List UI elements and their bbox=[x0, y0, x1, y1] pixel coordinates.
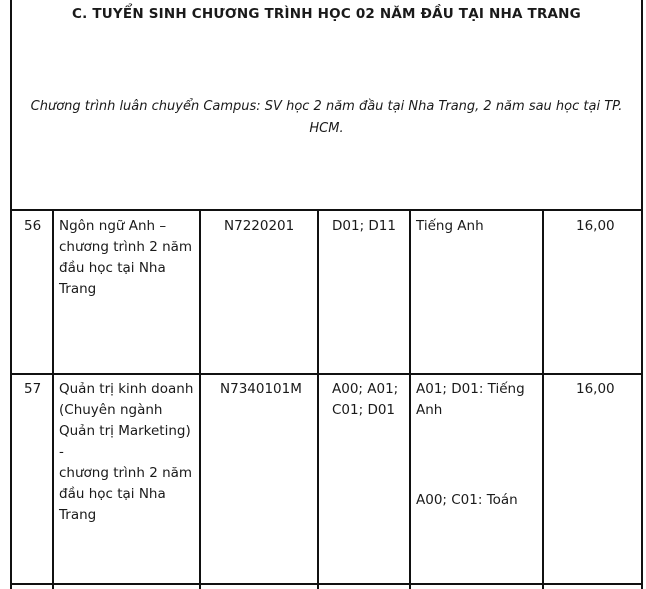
program-name-line: chương trình 2 năm bbox=[59, 465, 193, 481]
main-subject: Tiếng Anh bbox=[416, 218, 484, 234]
col-divider-2 bbox=[199, 209, 201, 589]
cutoff-score: 16,00 bbox=[576, 218, 615, 234]
col-divider-5 bbox=[542, 209, 544, 589]
program-name-line: chương trình 2 năm bbox=[59, 239, 193, 255]
main-subject-line: Anh bbox=[416, 402, 443, 418]
subject-blocks-line: A00; A01; bbox=[332, 381, 399, 397]
subject-blocks bbox=[332, 379, 398, 421]
col-divider-3 bbox=[317, 209, 319, 589]
section-note-line-1: Chương trình luân chuyển Campus: SV học 2 năm đầu tại Nha Trang, 2 năm sau học tại TP. bbox=[30, 99, 623, 114]
header-bottom-border bbox=[10, 209, 643, 211]
row-57-bottom-border bbox=[10, 583, 643, 585]
program-code: N7220201 bbox=[224, 218, 295, 234]
section-note bbox=[20, 96, 633, 140]
cutoff-score: 16,00 bbox=[576, 381, 615, 397]
program-name-line: Trang bbox=[59, 507, 97, 523]
subject-blocks: D01; D11 bbox=[332, 218, 396, 234]
subject-blocks-line: C01; D01 bbox=[332, 402, 396, 418]
admission-table bbox=[10, 0, 643, 589]
main-subject-line: A01; D01: Tiếng bbox=[416, 381, 525, 397]
program-name-line: (Chuyên ngành bbox=[59, 402, 163, 418]
program-name bbox=[59, 216, 199, 300]
row-56-bottom-border bbox=[10, 373, 643, 375]
program-name-line: Ngôn ngữ Anh – bbox=[59, 218, 167, 234]
row-number: 56 bbox=[24, 218, 42, 234]
main-subject bbox=[416, 379, 525, 421]
row-number: 57 bbox=[24, 381, 42, 397]
program-name-line: Trang bbox=[59, 281, 97, 297]
table-border-left bbox=[10, 0, 12, 589]
program-name-line: Quản trị kinh doanh bbox=[59, 381, 194, 397]
col-divider-1 bbox=[52, 209, 54, 589]
table-border-right bbox=[641, 0, 643, 589]
section-note-line-2: HCM. bbox=[309, 121, 344, 136]
section-title: C. TUYỂN SINH CHƯƠNG TRÌNH HỌC 02 NĂM ĐẦU TẠI NHA TRANG bbox=[72, 6, 581, 22]
program-name bbox=[59, 379, 199, 526]
program-code: N7340101M bbox=[220, 381, 302, 397]
main-subject-extra: A00; C01: Toán bbox=[416, 492, 518, 508]
program-name-line: Quản trị Marketing) - bbox=[59, 423, 191, 460]
col-divider-4 bbox=[409, 209, 411, 589]
program-name-line: đầu học tại Nha bbox=[59, 486, 166, 502]
program-name-line: đầu học tại Nha bbox=[59, 260, 166, 276]
